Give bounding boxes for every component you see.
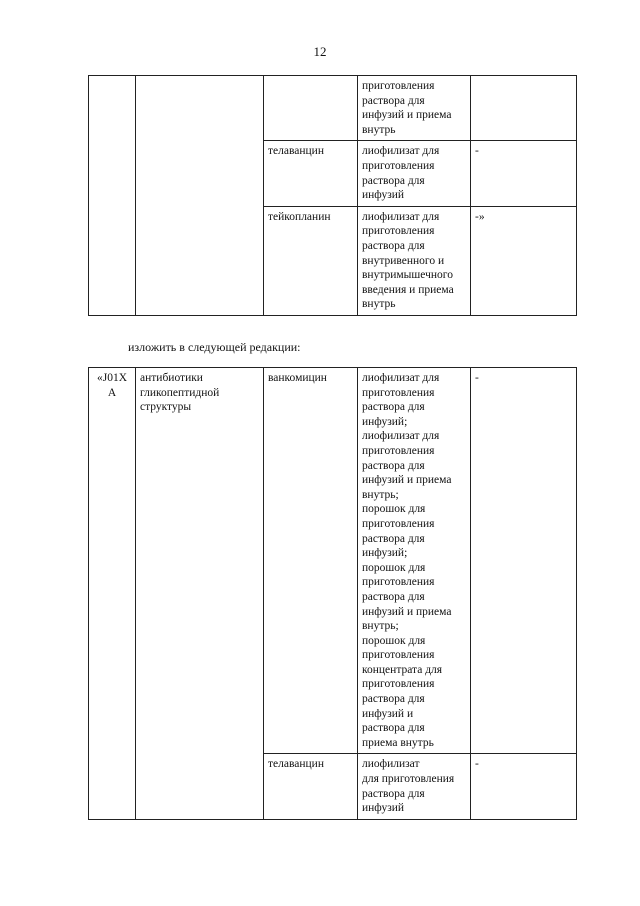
extra-cell: - xyxy=(471,754,577,819)
extra-cell: - xyxy=(471,368,577,754)
new-edition-table xyxy=(88,367,577,820)
dosage-form-cell: приготовления раствора для инфузий и приема внутрь xyxy=(358,76,471,141)
instruction-text: изложить в следующей редакции: xyxy=(128,340,301,354)
extra-cell: -» xyxy=(471,206,577,315)
pharmacological-group-cell: антибиотики гликопептидной структуры xyxy=(136,368,264,820)
atc-code-cell xyxy=(89,76,136,316)
table-row xyxy=(89,76,577,141)
extra-cell: - xyxy=(471,141,577,206)
pharmacological-group-cell xyxy=(136,76,264,316)
inn-cell: ванкомицин xyxy=(264,368,358,754)
inn-cell: тейкопланин xyxy=(264,206,358,315)
inn-cell xyxy=(264,76,358,141)
extra-cell xyxy=(471,76,577,141)
atc-code-cell: «J01X A xyxy=(89,368,136,820)
inn-cell: телаванцин xyxy=(264,754,358,819)
page-number: 12 xyxy=(313,44,327,59)
previous-table-fragment xyxy=(88,75,577,316)
inn-cell: телаванцин xyxy=(264,141,358,206)
table-row xyxy=(89,368,577,754)
dosage-form-cell: лиофилизат для приготовления раствора для инфузий xyxy=(358,754,471,819)
dosage-form-cell: лиофилизат для приготовления раствора для внутривенного и внутримышечного введения и приема внутрь xyxy=(358,206,471,315)
dosage-form-cell: лиофилизат для приготовления раствора для инфузий xyxy=(358,141,471,206)
dosage-form-cell: лиофилизат для приготовления раствора для инфузий; лиофилизат для приготовления раствора для инфузий и приема внутрь; порошок для приготовления раствора для инфузий; порошок для приготовления раствора для инфузий и приема внутрь; порошок для приготовления концентрата для приготовления раствора для инфузий и раствора для приема внутрь xyxy=(358,368,471,754)
